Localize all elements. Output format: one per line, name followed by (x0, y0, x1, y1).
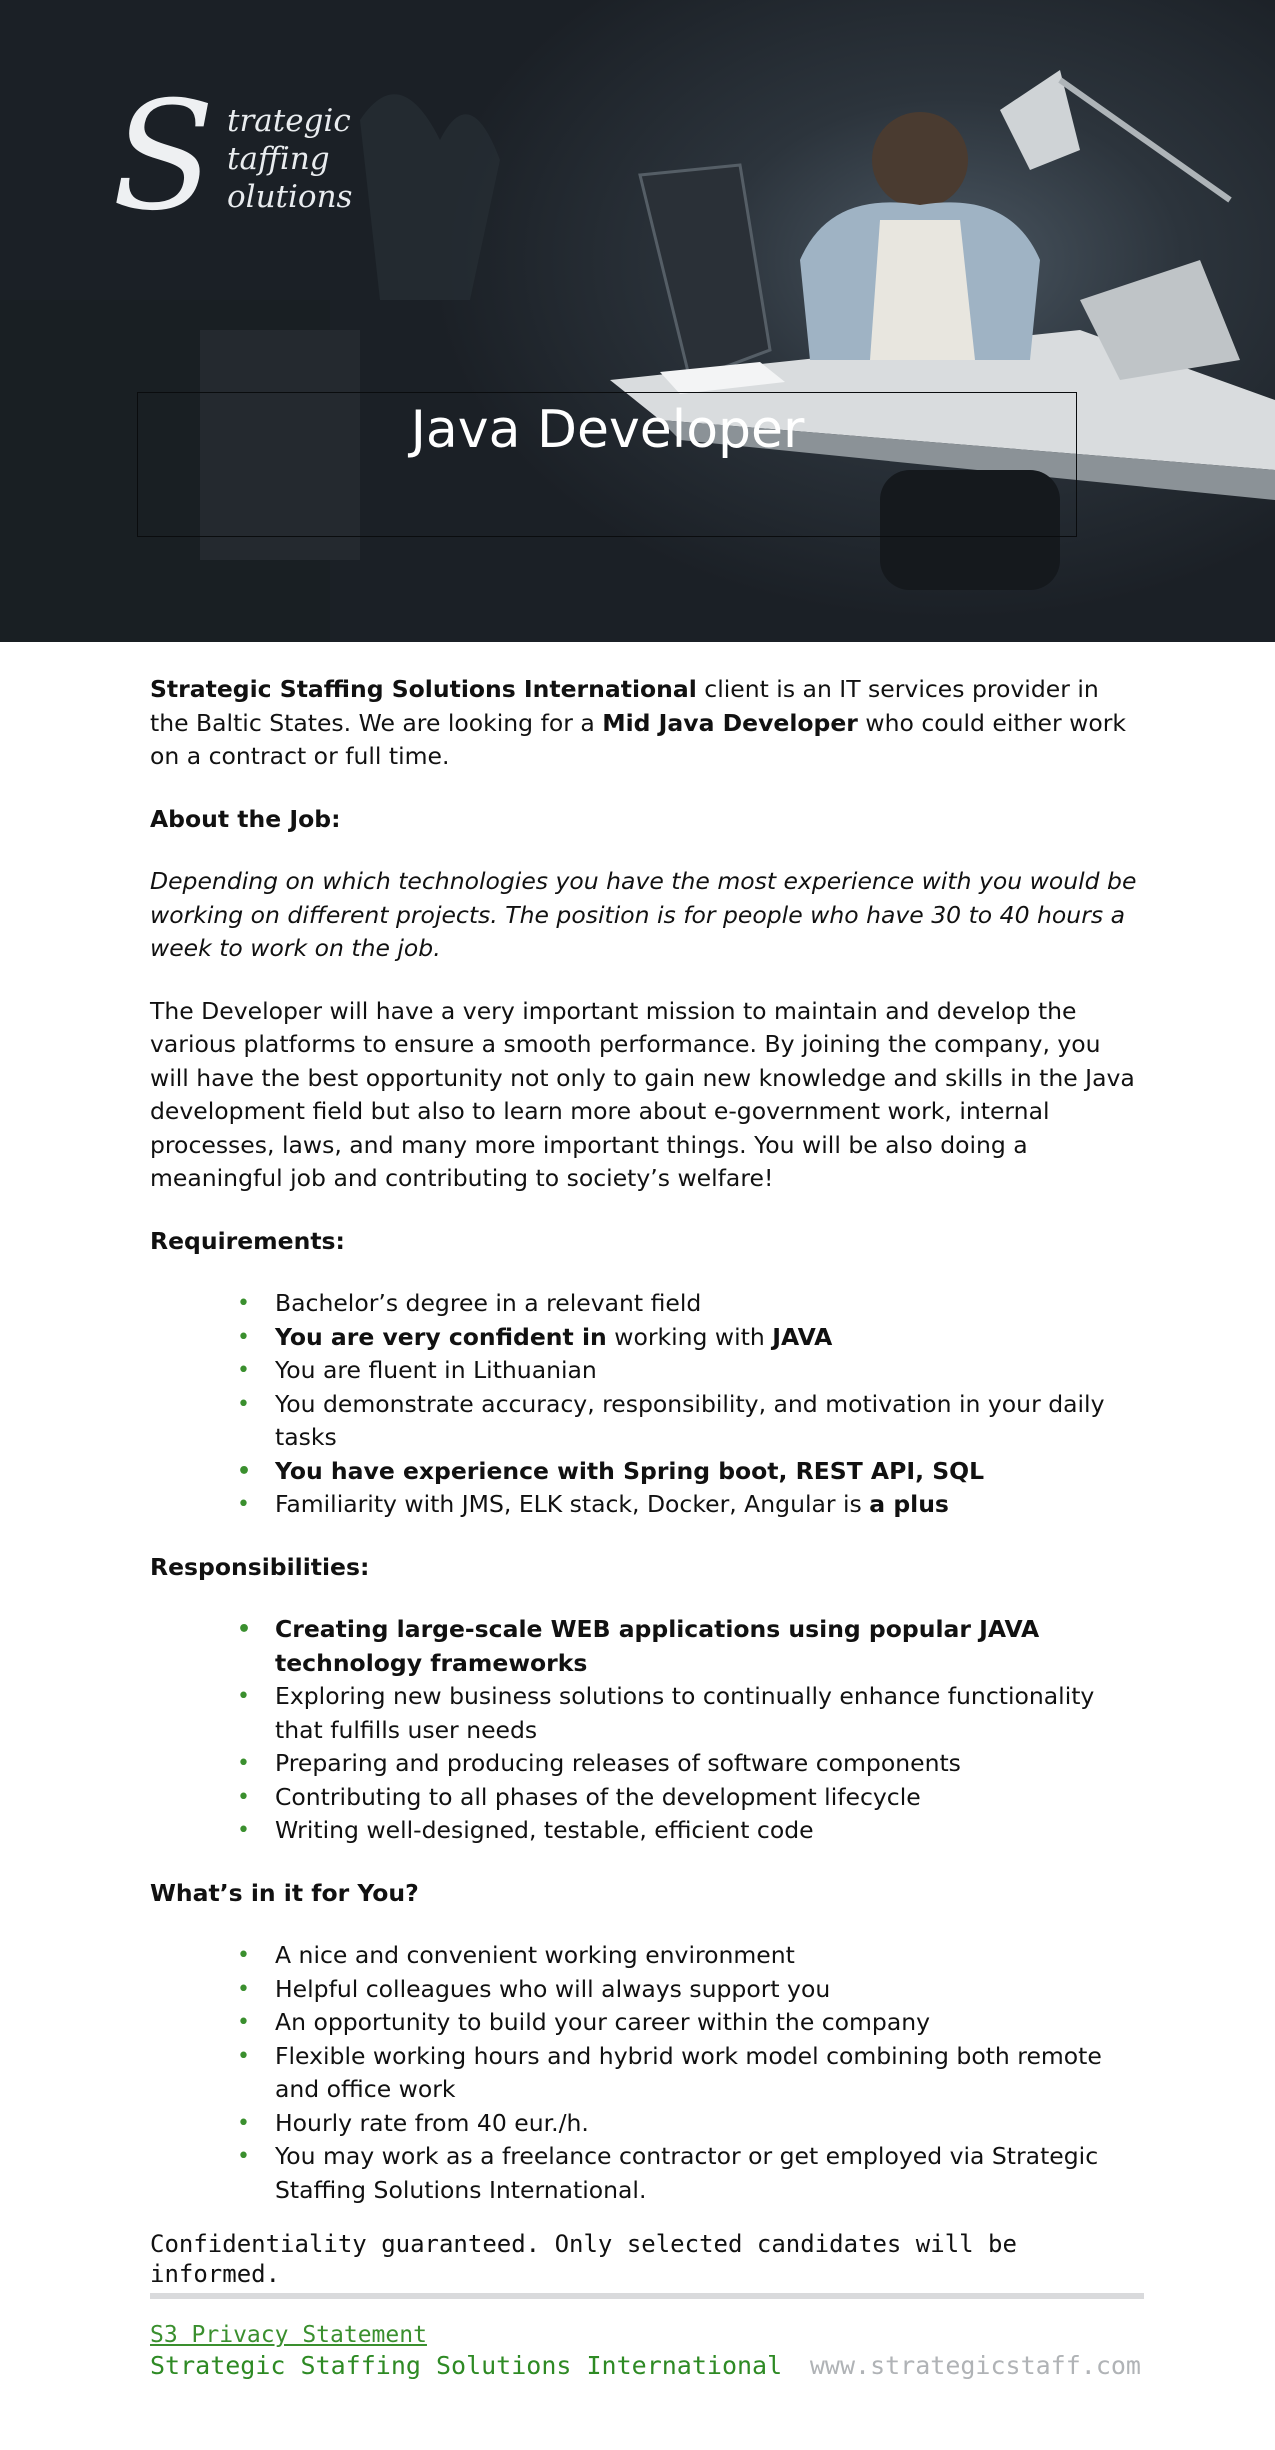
benefits-list (150, 1939, 1140, 2207)
responsibility-item: • Contributing to all phases of the development lifecycle (275, 1781, 1140, 1815)
benefit-item: • Flexible working hours and hybrid work model combining both remote and office work (275, 2040, 1140, 2107)
intro-text-2: who could either work on a contract or full time. (150, 708, 1126, 770)
benefit-item: • You may work as a freelance contractor or get employed via Strategic Staffing Solutions International. (275, 2140, 1140, 2207)
benefits-heading: What’s in it for You? (150, 1878, 419, 1907)
logo-monogram: S (112, 70, 215, 244)
responsibilities-heading: Responsibilities: (150, 1552, 370, 1581)
requirement-emphasis: a plus (869, 1490, 949, 1518)
requirements-list (150, 1287, 1140, 1522)
about-heading: About the Job: (150, 804, 341, 833)
company-logo (112, 70, 353, 246)
about-body-paragraph: The Developer will have a very important mission to maintain and develop the various platforms to ensure a smooth performance. By joining the company, you will have the best opportunity not only to gain new knowledge and skills in the Java development field but also to learn more about e-government work, internal processes, laws, and many more important things. You will be also doing a meaningful job and contributing to society’s welfare! (150, 996, 1135, 1192)
intro-company: Strategic Staffing Solutions International (150, 675, 697, 703)
requirements-heading: Requirements: (150, 1226, 345, 1255)
requirement-emphasis: JAVA (772, 1322, 833, 1351)
about-italic-paragraph: Depending on which technologies you have the most experience with you would be working on different projects. The position is for people who have 30 to 40 hours a week to work on the job. (150, 867, 1137, 962)
responsibility-item: • Preparing and producing releases of software components (275, 1747, 1140, 1781)
benefit-item: • An opportunity to build your career within the company (275, 2006, 1140, 2040)
logo-line-3: olutions (227, 179, 353, 215)
requirement-item (275, 1488, 1140, 1522)
benefit-item: • Hourly rate from 40 eur./h. (275, 2107, 1140, 2141)
responsibility-item: • Creating large-scale WEB applications using popular JAVA technology frameworks (275, 1613, 1140, 1680)
requirement-emphasis: You are very confident in (275, 1322, 607, 1351)
intro-paragraph (150, 673, 1140, 774)
footer-divider (150, 2293, 1144, 2299)
privacy-statement-link[interactable]: S3 Privacy Statement (150, 2322, 427, 2348)
footer-company: Strategic Staffing Solutions International (150, 2351, 783, 2380)
confidentiality-note: Confidentiality guaranteed. Only selected candidates will be informed. (150, 2230, 1017, 2288)
logo-wordmark (227, 102, 352, 216)
job-description (150, 673, 1140, 2352)
logo-line-2: taffing (227, 141, 330, 177)
requirement-item: • Bachelor’s degree in a relevant field (275, 1287, 1140, 1321)
requirement-item: • You have experience with Spring boot, REST API, SQL (275, 1455, 1140, 1489)
intro-text-1: client is an IT services provider in the Baltic States. We are looking for a (150, 675, 1099, 737)
hero-banner (0, 0, 1275, 642)
requirement-item (275, 1321, 1140, 1355)
intro-role: Mid Java Developer (602, 708, 858, 737)
responsibility-item: • Writing well-designed, testable, efficient code (275, 1814, 1140, 1848)
page-title: Java Developer (410, 400, 805, 460)
footer-website[interactable]: www.strategicstaff.com (809, 2351, 1141, 2380)
benefit-item: • A nice and convenient working environment (275, 1939, 1140, 1973)
requirement-text: working with (606, 1322, 773, 1351)
requirement-item: • You demonstrate accuracy, responsibility, and motivation in your daily tasks (275, 1388, 1140, 1455)
logo-line-1: trategic (227, 103, 351, 139)
responsibilities-list (150, 1613, 1140, 1848)
requirement-item: • You are fluent in Lithuanian (275, 1354, 1140, 1388)
responsibility-item: • Exploring new business solutions to continually enhance functionality that fulfills user needs (275, 1680, 1140, 1747)
requirement-text: Familiarity with JMS, ELK stack, Docker, Angular is (275, 1490, 870, 1518)
benefit-item: • Helpful colleagues who will always support you (275, 1973, 1140, 2007)
